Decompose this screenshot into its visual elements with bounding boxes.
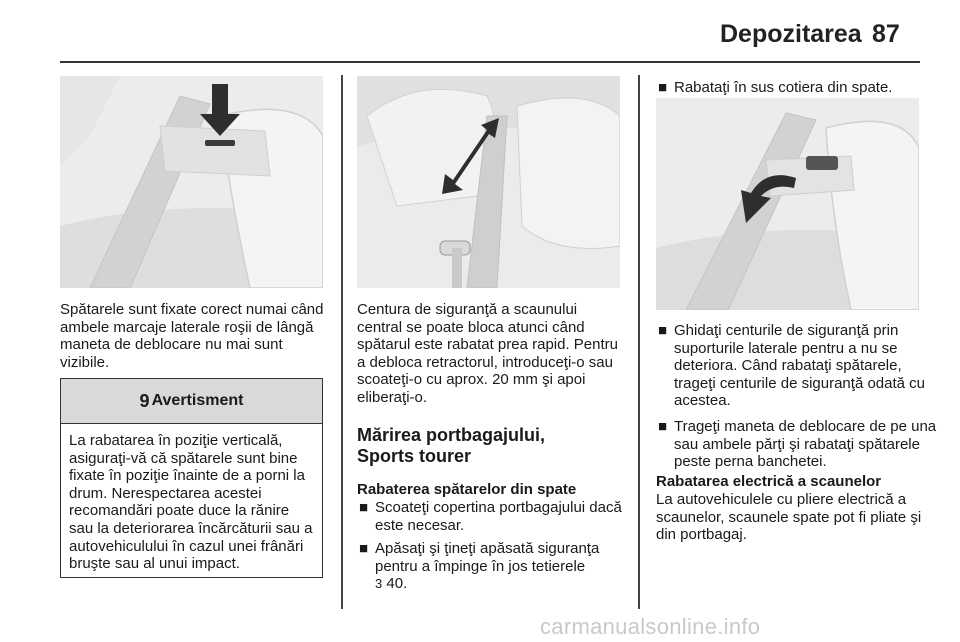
warning-icon: 9 xyxy=(139,390,150,411)
column-divider xyxy=(638,75,640,609)
list-item xyxy=(656,418,939,471)
subsection-heading: Rabaterea spătarelor din spate xyxy=(357,481,577,498)
list-item-text: Rabataţi în sus cotiera din spate. xyxy=(674,79,893,96)
list-item-text: Scoateţi copertina portbagajului dacă este necesar. xyxy=(375,499,622,534)
warning-title: Avertisment xyxy=(151,392,244,409)
seatback-release-illustration xyxy=(60,76,323,288)
bullet-marker: ■ xyxy=(359,540,369,557)
warning-header xyxy=(61,379,322,424)
center-belt-illustration xyxy=(357,76,620,288)
list-item xyxy=(357,499,627,534)
paragraph: La autovehiculele cu pliere electrică a scaunelor, scaunele spate pot fi pliate şi din portbagaj. xyxy=(656,491,922,544)
subsection-heading: Rabatarea electrică a scaunelor xyxy=(656,473,882,490)
page-reference: 40. xyxy=(386,575,408,593)
list-item xyxy=(357,540,627,593)
bullet-marker: ■ xyxy=(359,499,369,516)
paragraph: Spătarele sunt fixate corect numai când ambele marcaje laterale roşii de lângă maneta de deblocare nu mai sunt vizibile. xyxy=(60,301,324,371)
bullet-marker: ■ xyxy=(658,322,668,339)
section-heading-line: Sports tourer xyxy=(357,446,472,466)
page-number: 87 xyxy=(872,20,900,48)
page-reference-icon: 3 xyxy=(375,576,383,592)
paragraph: Centura de siguranţă a scaunului central se poate bloca atunci când spătarul este rabatat prea rapid. Pentru a debloca retractorul, introduceţi-o sau scoateţi-o cu aprox. 20 mm şi apoi eliberaţi-o. xyxy=(357,301,618,406)
bullet-marker: ■ xyxy=(658,79,668,96)
warning-body: La rabatarea în poziţie verticală, asiguraţi-vă că spătarele sunt bine fixate în poziţie înainte de a porni la drum. Nerespectarea acestei recomandări poate duce la rănire sau la deteriorarea încărcăturii sau a autovehiculului în cazul unei frânări bruşte sau al unui impact. xyxy=(69,432,313,573)
column-divider xyxy=(341,75,343,609)
list-item-text: Trageţi maneta de deblocare de pe una sau ambele părţi şi rabataţi spătarele peste perna banchetei. xyxy=(674,418,937,471)
list-item-text: Apăsaţi şi ţineţi apăsată siguranţa pentru a împinge în jos tetierele xyxy=(375,540,600,575)
bullet-marker: ■ xyxy=(658,418,668,435)
list-item-text: Ghidaţi centurile de siguranţă prin suporturile laterale pentru a nu se deteriora. Când rabataţi spătarele, trageţi centurile de siguranţă odată cu acestea. xyxy=(674,322,925,410)
list-item xyxy=(656,79,936,97)
section-heading xyxy=(357,425,545,467)
list-item xyxy=(656,322,939,410)
watermark: carmanualsonline.info xyxy=(540,614,761,639)
page-title: Depozitarea xyxy=(720,20,862,48)
armrest-release-illustration xyxy=(656,98,919,310)
header-rule xyxy=(60,61,920,63)
page-header xyxy=(0,0,960,62)
section-heading-line: Mărirea portbagajului, xyxy=(357,425,546,445)
warning-box xyxy=(60,378,323,578)
